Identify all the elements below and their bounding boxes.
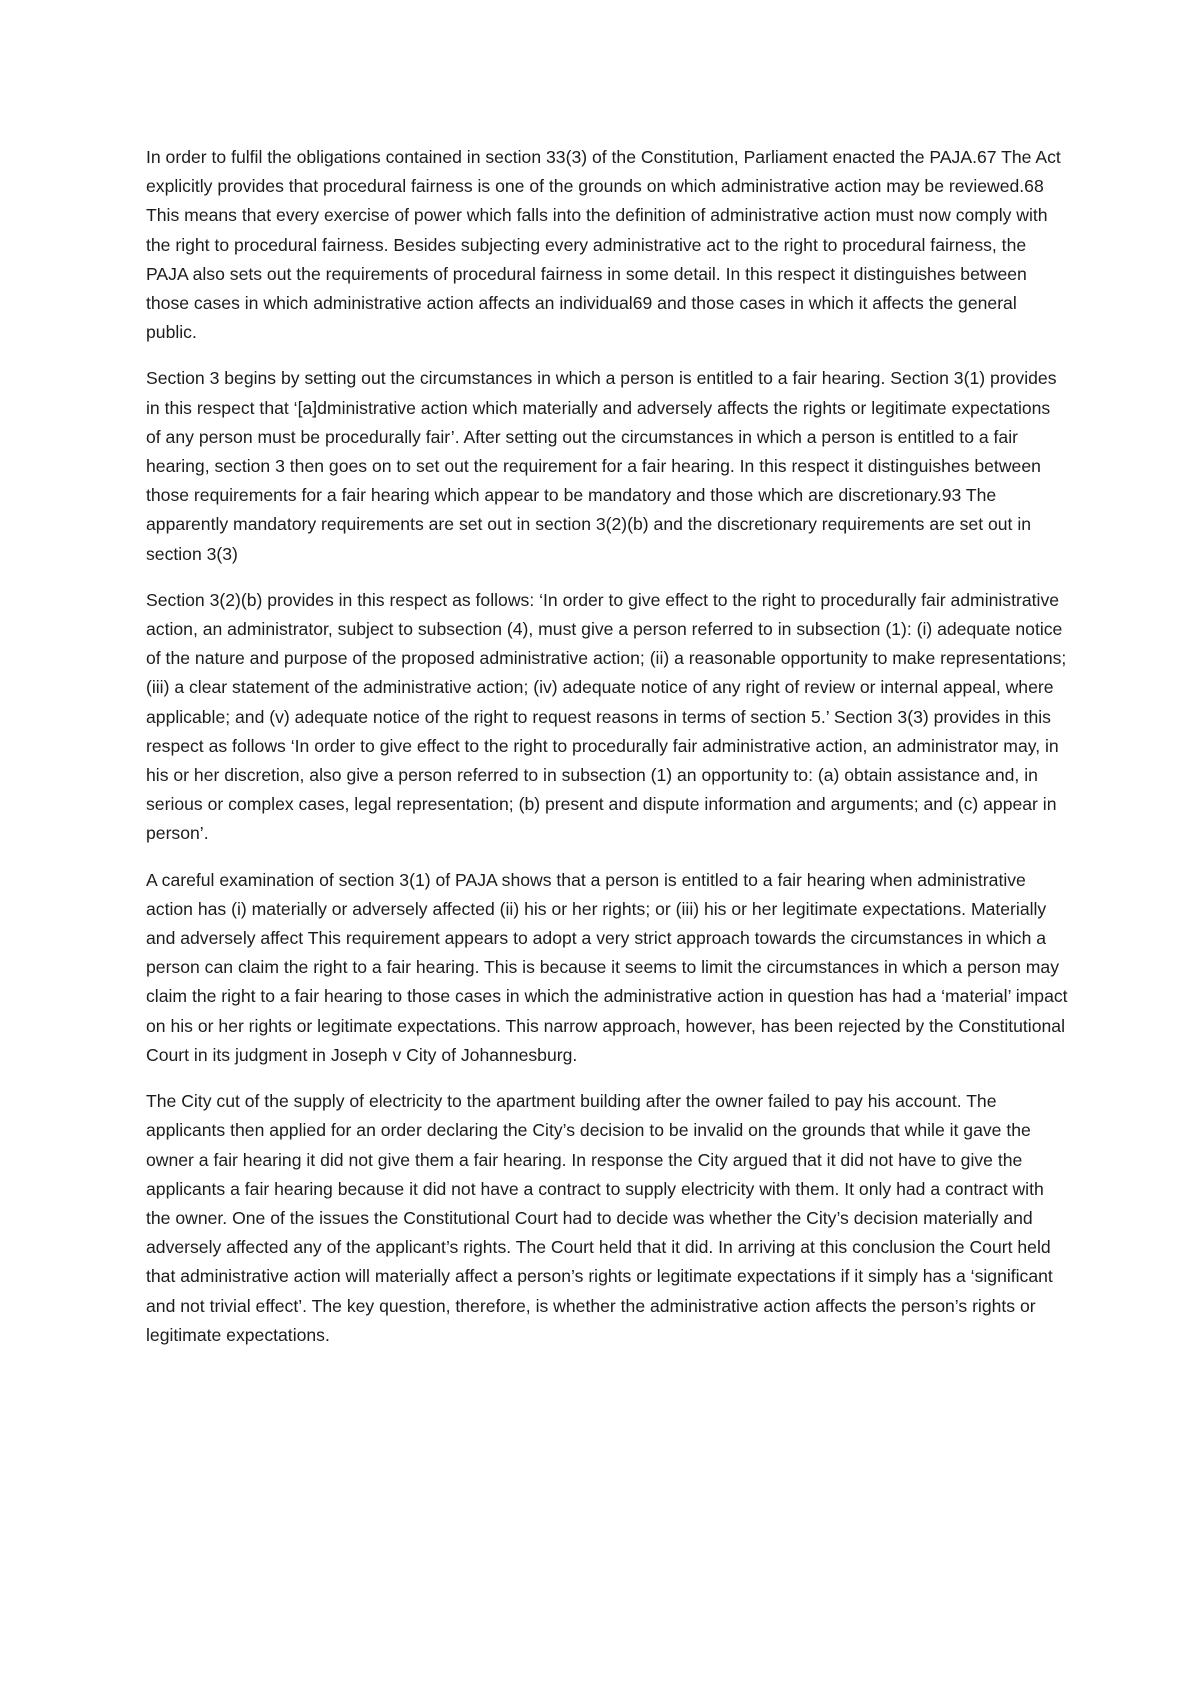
paragraph-joseph-v-city-facts: The City cut of the supply of electricity to the apartment building after the owner failed to pay his account. The applicants then applied for an order declaring the City’s decision to be invalid on the grounds that while it gave the owner a fair hearing it did not give them a fair hearing. In response the City argued that it did not have to give the applicants a fair hearing because it did not have a contract to supply electricity with them. It only had a contract with the owner. One of the issues the Constitutional Court had to decide was whether the City’s decision materially and adversely affected any of the applicant’s rights. The Court held that it did. In arriving at this conclusion the Court held that administrative action will materially affect a person’s rights or legitimate expectations if it simply has a ‘significant and not trivial effect’. The key question, therefore, is whether the administrative action affects the person’s rights or legitimate expectations. — [146, 1091, 1053, 1345]
paragraph-paja-procedural-fairness: In order to fulfil the obligations contained in section 33(3) of the Constitution, Parliament enacted the PAJA.67 The Act explicitly provides that procedural fairness is one of the grounds on which administrative action may be reviewed.68 This means that every exercise of power which falls into the definition of administrative action must now comply with the right to procedural fairness. Besides subjecting every administrative act to the right to procedural fairness, the PAJA also sets out the requirements of procedural fairness in some detail. In this respect it distinguishes between those cases in which administrative action affects an individual69 and those cases in which it affects the general public. — [146, 147, 1061, 343]
document-page — [146, 143, 1068, 1367]
paragraph-section-3-2-b-requirements: Section 3(2)(b) provides in this respect as follows: ‘In order to give effect to the right to procedurally fair administrative action, an administrator, subject to subsection (4), must give a person referred to in subsection (1): (i) adequate notice of the nature and purpose of the proposed administrative action; (ii) a reasonable opportunity to make representations; (iii) a clear statement of the administrative action; (iv) adequate notice of any right of review or internal appeal, where applicable; and (v) adequate notice of the right to request reasons in terms of section 5.’ Section 3(3) provides in this respect as follows ‘In order to give effect to the right to procedurally fair administrative action, an administrator may, in his or her discretion, also give a person referred to in subsection (1) an opportunity to: (a) obtain assistance and, in serious or complex cases, legal representation; (b) present and dispute information and arguments; and (c) appear in person’. — [146, 589, 1067, 844]
paragraph-section-3-circumstances: Section 3 begins by setting out the circumstances in which a person is entitled to a fair hearing. Section 3(1) provides in this respect that ‘[a]dministrative action which materially and adversely affects the rights or legitimate expectations of any person must be procedurally fair’. After setting out the circumstances in which a person is entitled to a fair hearing, section 3 then goes on to set out the requirement for a fair hearing. In this respect it distinguishes between those requirements for a fair hearing which appear to be mandatory and those which are discretionary.93 The apparently mandatory requirements are set out in section 3(2)(b) and the discretionary requirements are set out in section 3(3) — [146, 368, 1057, 564]
paragraph-section-3-1-examination: A careful examination of section 3(1) of PAJA shows that a person is entitled to a fair hearing when administrative action has (i) materially or adversely affected (ii) his or her rights; or (iii) his or her legitimate expectations. Materially and adversely affect This requirement appears to adopt a very strict approach towards the circumstances in which a person can claim the right to a fair hearing. This is because it seems to limit the circumstances in which a person may claim the right to a fair hearing to those cases in which the administrative action in question has had a ‘material’ impact on his or her rights or legitimate expectations. This narrow approach, however, has been rejected by the Constitutional Court in its judgment in Joseph v City of Johannesburg. — [146, 869, 1068, 1065]
